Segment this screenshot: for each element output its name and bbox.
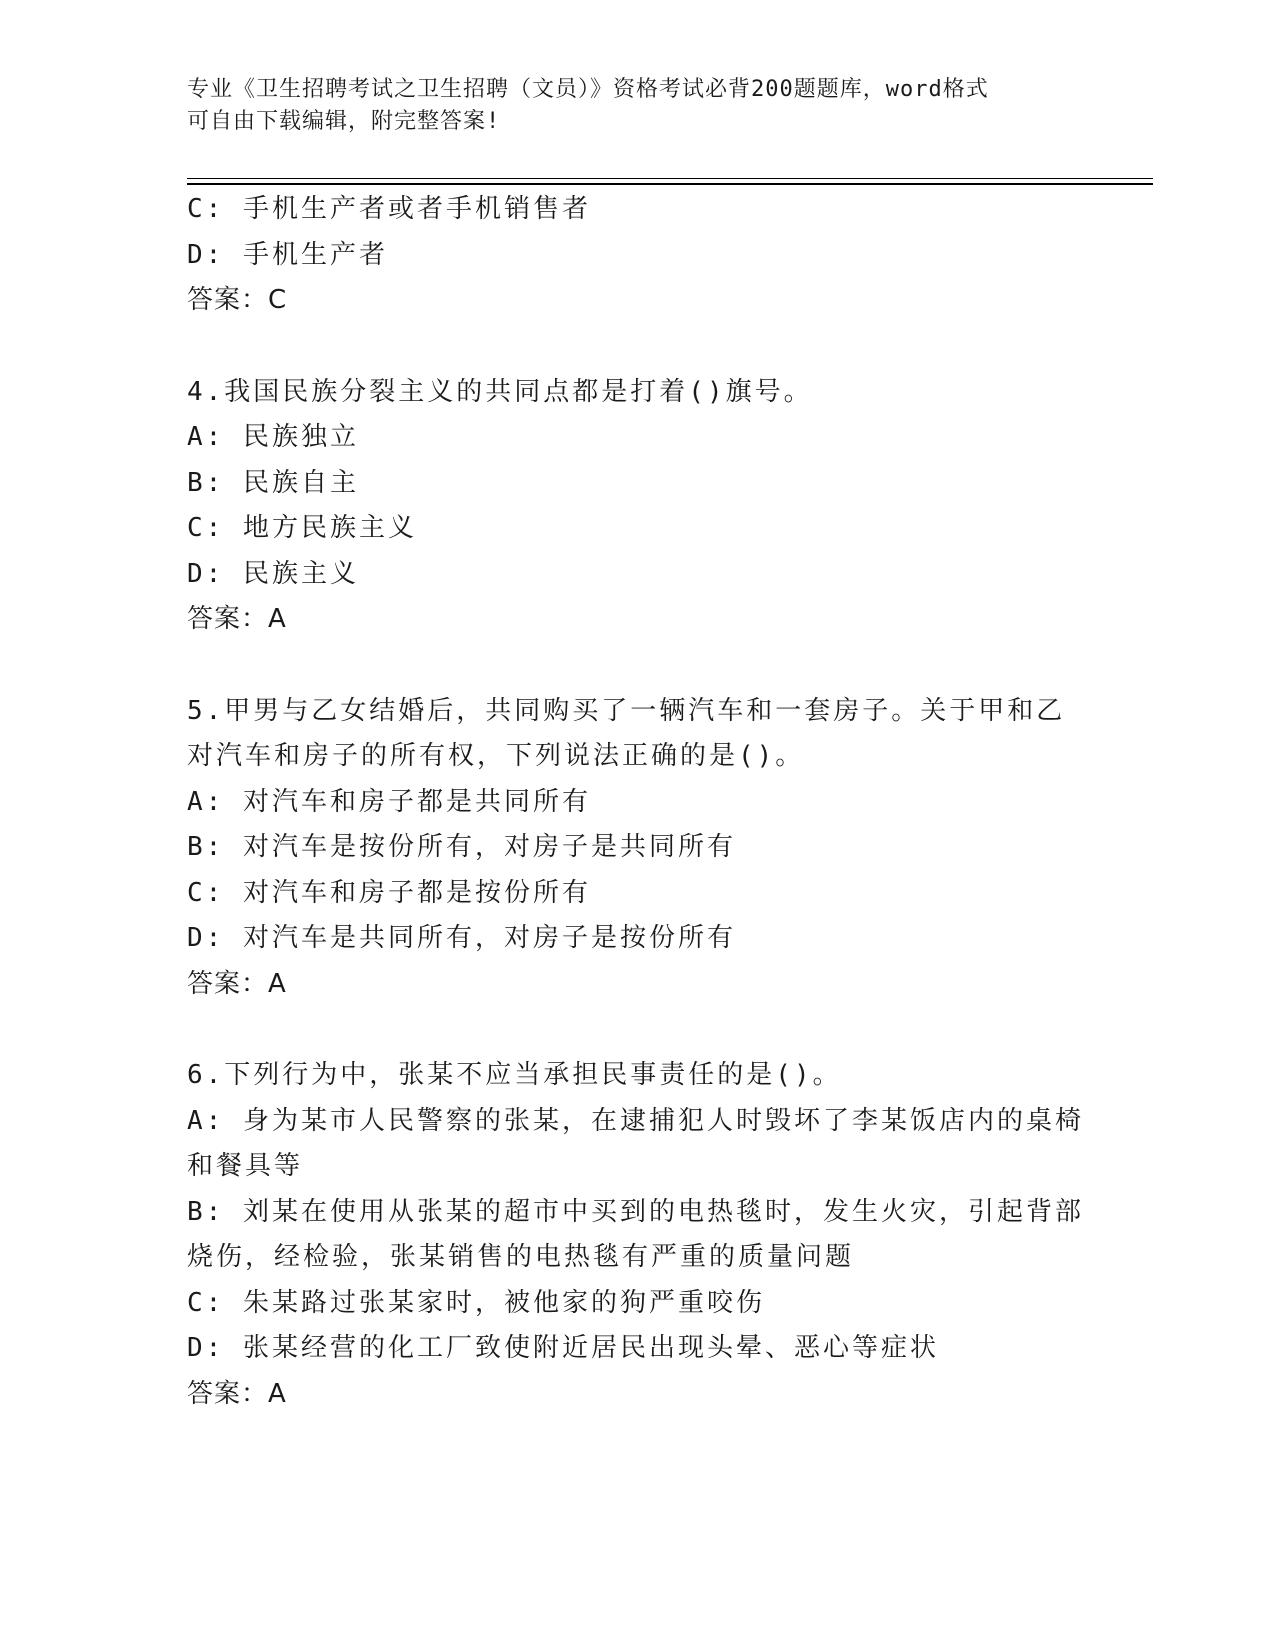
option-c: C: 手机生产者或者手机销售者 <box>187 194 591 224</box>
option-b-line-1: B: 刘某在使用从张某的超市中买到的电热毯时，发生火灾，引起背部 <box>187 1196 1084 1227</box>
question-stem: 6.下列行为中，张某不应当承担民事责任的是()。 <box>187 1060 842 1090</box>
question-stem-line-2: 对汽车和房子的所有权，下列说法正确的是()。 <box>187 741 805 771</box>
header-title-line-1: 专业《卫生招聘考试之卫生招聘（文员）》资格考试必背200题题库，word格式 <box>187 77 989 102</box>
header-title-line-2: 可自由下载编辑，附完整答案! <box>187 109 501 134</box>
option-c: C: 朱某路过张某家时，被他家的狗严重咬伤 <box>187 1287 765 1318</box>
option-d: D: 手机生产者 <box>187 239 388 270</box>
option-a-line-2: 和餐具等 <box>187 1151 304 1181</box>
spacer <box>187 324 1087 370</box>
option-d: D: 张某经营的化工厂致使附近居民出现头晕、恶心等症状 <box>187 1333 939 1363</box>
header-divider-thick <box>187 183 1153 185</box>
answer-line: 答案：A <box>187 968 287 999</box>
option-c: C: 对汽车和房子都是按份所有 <box>187 877 591 908</box>
question-stem: 4.我国民族分裂主义的共同点都是打着()旗号。 <box>187 376 813 407</box>
option-d: D: 民族主义 <box>187 558 359 589</box>
option-a: A: 对汽车和房子都是共同所有 <box>187 786 591 817</box>
option-b: B: 对汽车是按份所有，对房子是共同所有 <box>187 832 736 862</box>
question-4 <box>187 370 1087 643</box>
option-a-line-1: A: 身为某市人民警察的张某，在逮捕犯人时毁坏了李某饭店内的桌椅 <box>187 1105 1084 1136</box>
question-6 <box>187 1053 1087 1417</box>
question-5 <box>187 689 1087 1008</box>
header-divider-thin <box>187 178 1153 179</box>
option-a: A: 民族独立 <box>187 422 359 452</box>
answer-line: 答案：A <box>187 604 287 634</box>
option-b: B: 民族自主 <box>187 467 359 498</box>
question-stem-line-1: 5.甲男与乙女结婚后，共同购买了一辆汽车和一套房子。关于甲和乙 <box>187 695 1066 726</box>
option-c: C: 地方民族主义 <box>187 513 417 543</box>
spacer <box>187 643 1087 689</box>
spacer <box>187 1007 1087 1053</box>
answer-line: 答案：C <box>187 285 288 315</box>
option-d: D: 对汽车是共同所有，对房子是按份所有 <box>187 923 736 953</box>
question-3-fragment <box>187 187 1087 324</box>
question-list <box>187 187 1087 1417</box>
document-header <box>187 74 1087 138</box>
option-b-line-2: 烧伤，经检验，张某销售的电热毯有严重的质量问题 <box>187 1242 855 1272</box>
answer-line: 答案：A <box>187 1378 287 1409</box>
